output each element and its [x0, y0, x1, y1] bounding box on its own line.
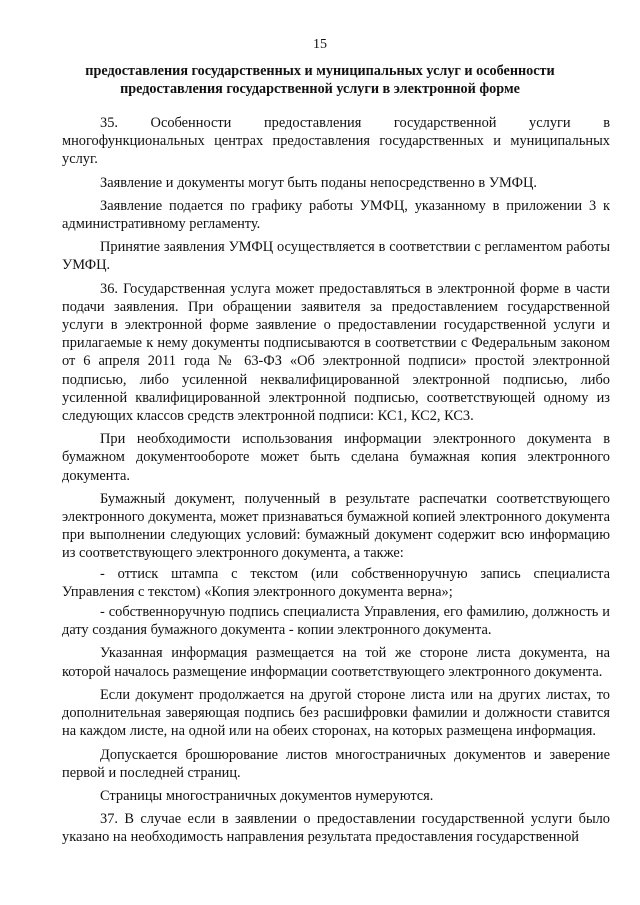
paragraph: Бумажный документ, полученный в результате распечатки соответствующего электронного документа, может признаваться бумажной копией электронного документа при выполнении следующих условий: бумажный документ содержит всю информацию из соответствующего электронного документа, а также: [62, 490, 610, 562]
paragraph: Заявление подается по графику работы УМФЦ, указанному в приложении 3 к административному регламенту. [62, 197, 610, 233]
paragraph-36: 36. Государственная услуга может предоставляться в электронной форме в части подачи заявления. При обращении заявителя за предоставлением государственной услуги в электронной форме заявление о предоставлении государственной услуги и прилагаемые к нему документы подписываются в соответствии с Федеральным законом от 6 апреля 2011 года № 63-ФЗ «Об электронной подписи» простой электронной подписью, либо усиленной неквалифицированной электронной подписью, либо усиленной квалифицированной электронной подписью, соответствующей одному из следующих классов средств электронной подписи: КС1, КС2, КС3. [62, 280, 610, 425]
heading-line-2: предоставления государственной услуги в электронной форме [120, 81, 520, 97]
paragraph: Заявление и документы могут быть поданы непосредственно в УМФЦ. [100, 174, 537, 191]
heading-line-1: предоставления государственных и муниципальных услуг и особенности [85, 63, 555, 79]
paragraph-37: 37. В случае если в заявлении о предоставлении государственной услуги было указано на необходимость направления результата предоставления государственной [62, 811, 610, 846]
paragraph: Указанная информация размещается на той же стороне листа документа, на которой началось размещение информации соответствующего электронного документа. [62, 645, 610, 680]
list-item: - оттиск штампа с текстом (или собственноручную запись специалиста Управления с текстом) «Копия электронного документа верна»; [62, 565, 610, 600]
document-body [62, 114, 610, 852]
paragraph: Допускается брошюрование листов многостраничных документов и заверение первой и последней страниц. [62, 746, 610, 781]
paragraph: При необходимости использования информации электронного документа в бумажном документообороте может быть сделана бумажная копия электронного документа. [62, 431, 610, 484]
paragraph-35: 35. Особенности предоставления государственной услуги в многофункциональных центрах предоставления государственных и муниципальных услуг. [62, 115, 610, 168]
list-item: - собственноручную подпись специалиста Управления, его фамилию, должность и дату создания бумажного документа - копии электронного документа. [62, 604, 610, 639]
paragraph: Страницы многостраничных документов нумеруются. [100, 787, 434, 804]
paragraph: Если документ продолжается на другой стороне листа или на других листах, то дополнительная заверяющая подпись без расшифровки фамилии и должности ставится на каждом листе, на одной или на обеих сторонах, на которых размещена информация. [62, 686, 610, 740]
section-heading [62, 62, 578, 98]
paragraph: Принятие заявления УМФЦ осуществляется в соответствии с регламентом работы УМФЦ. [62, 239, 610, 274]
page-number: 15 [313, 37, 327, 52]
